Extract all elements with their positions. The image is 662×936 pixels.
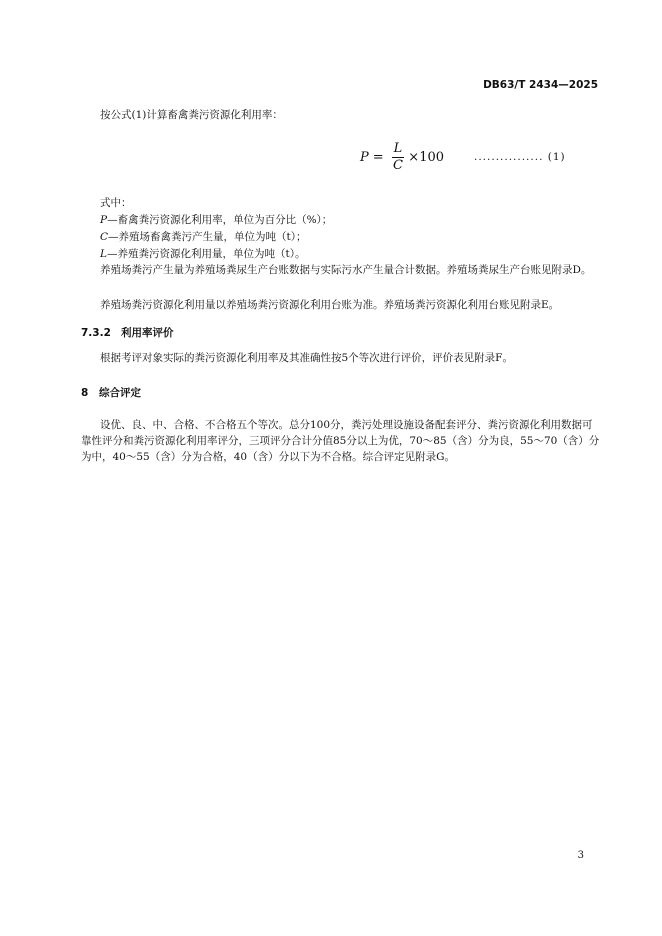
section-7-3-2-heading bbox=[81, 325, 174, 340]
page-number: 3 bbox=[577, 850, 584, 861]
paragraph-comprehensive-rating: 设优、良、中、合格、不合格五个等次。总分100分，粪污处理设施设备配套评分、粪污资源化利用数据可靠性评分和粪污资源化利用率评分，三项评分合计分值85分以上为优，70～85（含）分为良，55～70（含）分为中，40～55（含）分为合格，40（含）分以下为不合格。综合评定见附录G。 bbox=[81, 419, 600, 463]
paragraph-utilization-amount: 养殖场粪污资源化利用量以养殖场粪污资源化利用台账为准。养殖场粪污资源化利用台账见附录E。 bbox=[100, 299, 560, 311]
section-number: 7.3.2 bbox=[81, 327, 111, 339]
formula-dots: ................ bbox=[474, 151, 544, 163]
section-8-heading bbox=[81, 385, 141, 400]
document-code: DB63/T 2434—2025 bbox=[483, 79, 598, 91]
formula-number-line bbox=[474, 151, 566, 163]
formula-fraction bbox=[392, 141, 405, 174]
formula-numerator: L bbox=[393, 141, 403, 156]
paragraph-rate-evaluation: 根据考评对象实际的粪污资源化利用率及其准确性按5个等次进行评价，评价表见附录F。 bbox=[100, 352, 513, 364]
formula-equals: = bbox=[372, 150, 384, 165]
where-label: 式中： bbox=[100, 197, 132, 209]
section-number: 8 bbox=[81, 387, 89, 399]
formula-number: (1) bbox=[547, 151, 566, 163]
variable-c bbox=[100, 229, 307, 244]
variable-l bbox=[100, 246, 305, 261]
section-title: 利用率评价 bbox=[121, 327, 174, 339]
formula-denominator: C bbox=[393, 158, 403, 173]
paragraph-manure-production: 养殖场粪污产生量为养殖场粪尿生产台账数据与实际污水产生量合计数据。养殖场粪尿生产台账见附录D。 bbox=[100, 264, 592, 276]
variable-desc: —养殖场畜禽粪污产生量，单位为吨（t）； bbox=[108, 231, 307, 243]
formula-lhs: P bbox=[360, 150, 369, 165]
variable-symbol: P bbox=[100, 214, 108, 226]
formula-1 bbox=[360, 141, 444, 174]
variable-symbol: C bbox=[100, 231, 109, 243]
formula-times: ×100 bbox=[408, 150, 445, 165]
variable-p bbox=[100, 212, 332, 227]
variable-desc: —养殖粪污资源化利用量，单位为吨（t）。 bbox=[106, 248, 306, 260]
variable-desc: —畜禽粪污资源化利用率，单位为百分比（%）； bbox=[107, 214, 333, 226]
section-title: 综合评定 bbox=[99, 387, 141, 399]
formula-intro: 按公式(1)计算畜禽粪污资源化利用率： bbox=[100, 109, 283, 121]
variable-symbol: L bbox=[100, 248, 107, 260]
